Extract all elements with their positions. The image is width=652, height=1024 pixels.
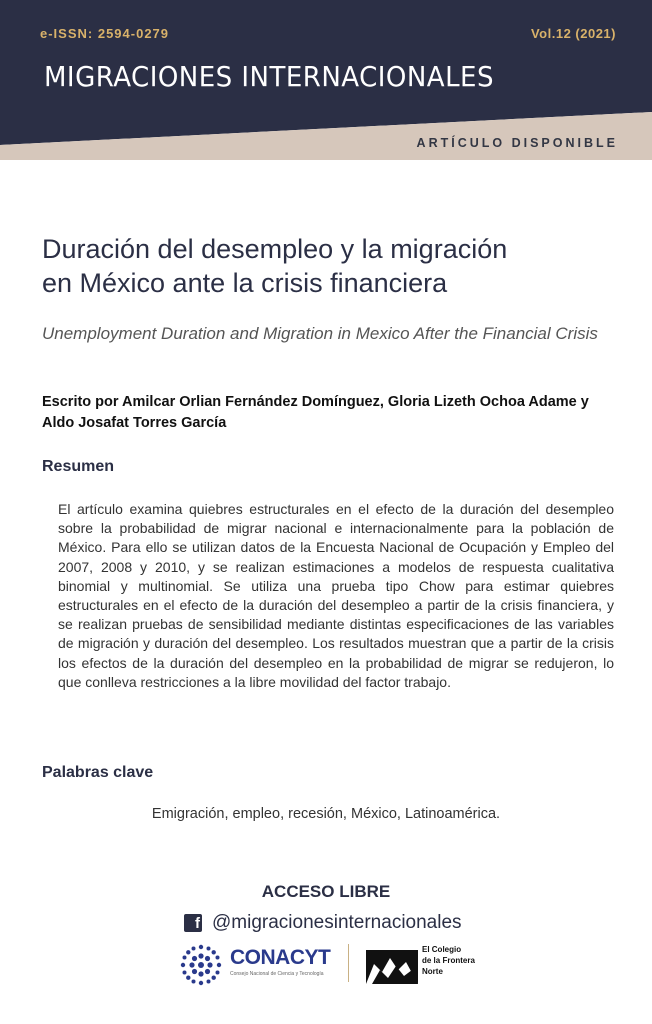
- colef-line-2: de la Frontera: [422, 956, 475, 965]
- journal-title: MIGRACIONES INTERNACIONALES: [44, 60, 494, 93]
- conacyt-wordmark: CONACYT: [230, 946, 331, 969]
- open-access-label: ACCESO LIBRE: [261, 882, 391, 901]
- abstract-text: El artículo examina quiebres estructurales en el efecto de la duración del desempleo sobre la probabilidad de migrar nacional e internacionalmente para la población de México. Para ello se utilizan datos de la Encuesta Nacional de Ocupación y Empleo del 2007, 2008 y 2010, y se realizan estimaciones a modelos de respuesta cualitativa binomial y multinomial. Se utiliza una prueba tipo Chow para estimar quiebres estructurales en el efecto de la duración del desempleo a partir de la crisis financiera, y se realizan pruebas de sensibilidad mediante distintas especificaciones de las variables de migración y duración del desempleo. Los resultados muestran que a partir de la crisis los efectos de la duración del desempleo en la probabilidad de migrar se redujeron, lo que conlleva restricciones a la libre movilidad del factor trabajo.: [58, 501, 614, 690]
- colef-line-1: El Colegio: [422, 945, 462, 954]
- journal-header: [0, 0, 652, 160]
- article-english-title: Unemployment Duration and Migration in Mexico After the Financial Crisis: [42, 324, 598, 343]
- conacyt-logo-icon: [178, 942, 224, 988]
- issn-label: e-ISSN: 2594-0279: [40, 26, 170, 41]
- keywords-text: Emigración, empleo, recesión, México, Latinoamérica.: [151, 806, 501, 822]
- keywords-heading: Palabras clave: [42, 764, 154, 781]
- article-authors: Escrito por Amilcar Orlian Fernández Domínguez, Gloria Lizeth Ochoa Adame y Aldo Josafat Torres García: [42, 394, 589, 431]
- colef-line-3: Norte: [422, 967, 443, 976]
- colef-logo-icon: [366, 950, 418, 984]
- sponsor-logos: [178, 940, 498, 988]
- logo-divider: [348, 944, 349, 982]
- social-link[interactable]: [184, 910, 462, 936]
- availability-badge: ARTÍCULO DISPONIBLE: [416, 136, 618, 150]
- conacyt-subtitle: Consejo Nacional de Ciencia y Tecnología: [230, 971, 324, 977]
- facebook-handle[interactable]: @migracionesinternacionales: [212, 912, 462, 933]
- abstract-heading: Resumen: [42, 458, 115, 475]
- facebook-icon[interactable]: f: [184, 914, 202, 932]
- colef-wordmark: [422, 944, 502, 977]
- volume-label: Vol.12 (2021): [530, 26, 616, 41]
- article-title: [42, 232, 622, 300]
- article-title-line-2: en México ante la crisis financiera: [42, 268, 448, 298]
- article-title-line-1: Duración del desempleo y la migración: [42, 234, 508, 264]
